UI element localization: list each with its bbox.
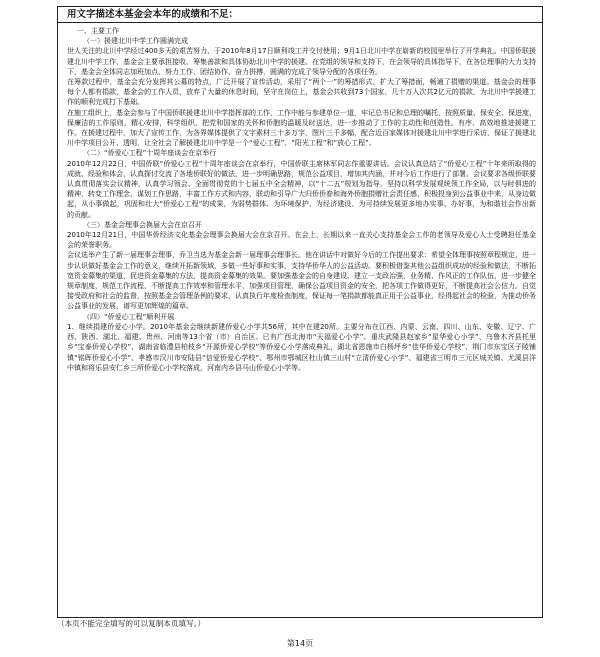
- body-paragraph: 2010年12月22日，中国侨联“侨爱心工程”十周年座谈会在京举行，中国侨联主席林军同志作重要讲话。会议认真总结了“侨爱心工程”十年来所取得的成就、经验和体会，认真探讨交流了各地侨联好的做法，进一步明确思路，规范公益项目，增加其内涵，并对今后工作进行了部署。会议要求各级侨联要认真贯彻落实会议精神，认真学习领会、全面贯彻党的十七届五中全会精神，以“十二五”规划为指导，坚持以科学发展观统领工作全局，以与时俱进的精神，转变工作理念，谋划工作思路，丰富工作方式和内容，联动和引导广大归侨侨眷和海外侨胞捐赠社会责任感，积极投身到公益事业中来，从身边做起，从小事做起，巩固和壮大“侨爱心工程”的成果，为弱势群体、为环境保护、为经济建设、为可持续发展更多地办实事、办好事，为和谐社会作出新的贡献。: [67, 159, 536, 219]
- subsection-heading: （四）“侨爱心工程”顺利开展: [83, 312, 175, 321]
- body-paragraph: 世人关注的北川中学经过400多天的艰苦努力，于2010年8月17日顺利竣工并交付使用；9月1日北川中学在崭新的校园里举行了开学典礼。中国侨联援建北川中学工作，基金会主要承担接收、筹集善款和具体协助北川中学的援建。在党组的领导和支持下，在会领导的具体指导下，在各位理事的大力支持下，基金会全体同志加班加点、努力工作，团结协作，奋力拼搏，圆满的完成了领导分配的各项任务。: [67, 47, 536, 76]
- body-paragraph: 在施工组织上，基金会参与了中国侨联援建北川中学指挥部的工作，工作中能与参建单位一道，牢记总书记和总理的嘱托，按照质量、保安全、保进度、保廉洁的工作原则，精心安排，科学组织，把党和国家的关怀和侨胞的温暖及时送达，进一步推动了工作的主动性和创造性。有序、高效地推进援建工作。在援建过程中，加大了宣传工作，为各界媒体提供了文字素材三十多万字，图片三千多幅，配合近百家媒体对援建北川中学进行采访，保证了援建北川中学项目公开、透明，让全社会了解援建北川中学是一个“爱心工程”、“阳光工程”和“放心工程”。: [67, 108, 536, 148]
- answer-content: [67, 26, 536, 615]
- question-heading: 用文字描述本基金会本年的成绩和不足：: [58, 7, 542, 23]
- section-heading: 一、主要工作: [77, 27, 119, 35]
- subsection-heading: （一）援建北川中学工作圆满完成: [83, 37, 188, 46]
- body-paragraph: 2010年12月21日，中国华侨经济文化基金会理事会换届大会在京召开。在会上，长期以来一直关心支持基金会工作的老领导及爱心人士受聘担任基金会的荣誉职务。: [67, 231, 536, 250]
- subsection-heading: （三）基金会理事会换届大会在京召开: [83, 220, 202, 229]
- body-paragraph: 会议选举产生了新一届理事会理事，乔卫当选为基金会新一届理事会理事长。他在讲话中对做好今后的工作提出要求：希望全体理事按照章程规定，进一步认识做好基金会工作的意义，继续开拓新领域，多做一些好事和实事，支持华侨华人的公益活动。要积极借鉴其他公益组织成功的经验和做法，不断拓宽资金募集的渠道，促进资金募集的方法，提高资金募集的效果。要加强基金会的自身建设，建立一支政治强、业务精、作风正的工作队伍，进一步健全规章制度，规范工作流程，不断提高工作效率和管理水平，加强项目管理，确保公益项目资金的安全，把各项工作做得更好，不断提高社会公信力。自觉接受政府和社会的监督，按照基金会管理条例的要求，认真执行年度检查制度，保证每一笔捐款都能真正用于公益事业，经得起社会的检验，为推动侨务公益事业的发展，谱写更加辉煌的篇章。: [67, 251, 536, 311]
- subsection-heading: （二）“侨爱心工程”十周年座谈会在京举行: [83, 149, 217, 158]
- body-paragraph: 在筹款过程中，基金会充分发挥其公募的特点，广泛开展了宣传活动，采用了“两个一”的筹措形式，扩大了筹措面，畅通了捐赠的渠道。基金会的理事每个人都有捐款，基金会的工作人员，放弃了大量的休息时间，坚守在岗位上，基金会共收到73个国家、几十万人次共2亿元的捐款，为北川中学援建工作的顺利完成打下基础。: [67, 78, 536, 107]
- page-number: 第14页: [286, 639, 314, 648]
- body-paragraph: 1、继续捐建侨爱心小学。2010年基金会继续新建侨爱心小学共56所，其中在建20所。主要分布在江西、内蒙、云南、四川、山东、安徽、辽宁、广西、陕西、湖北、福建、贵州、河南等13个省（市）自治区。已有广西北海市“天福爱心小学”、重庆武隆县赵家乡“星华爱心小学”、乌鲁木齐县托里乡“宝泰侨爱心学校”、湖南省临澧县柏枝乡“开源侨爱心学校”等侨爱心小学落成典礼，湖北省恩施市白杨坪乡“佳华侨爱心学校”、荆门市东宝区子陵铺镇“铭晖侨爱心小学”、孝感市汉川市安陆县“信爱侨爱心学校”、鄂州市鄂城区杜山镇三山村“立清侨爱心小学”、福建省三明市三元区城关镇、尤溪县洋中镇和将乐县安仁乡三所侨爱心小学校落成，河南内乡县马山侨爱心小学等。: [67, 322, 536, 372]
- answer-frame: [57, 6, 543, 618]
- footnote: （本页不能完全填写的可以复制本页填写。）: [57, 619, 206, 628]
